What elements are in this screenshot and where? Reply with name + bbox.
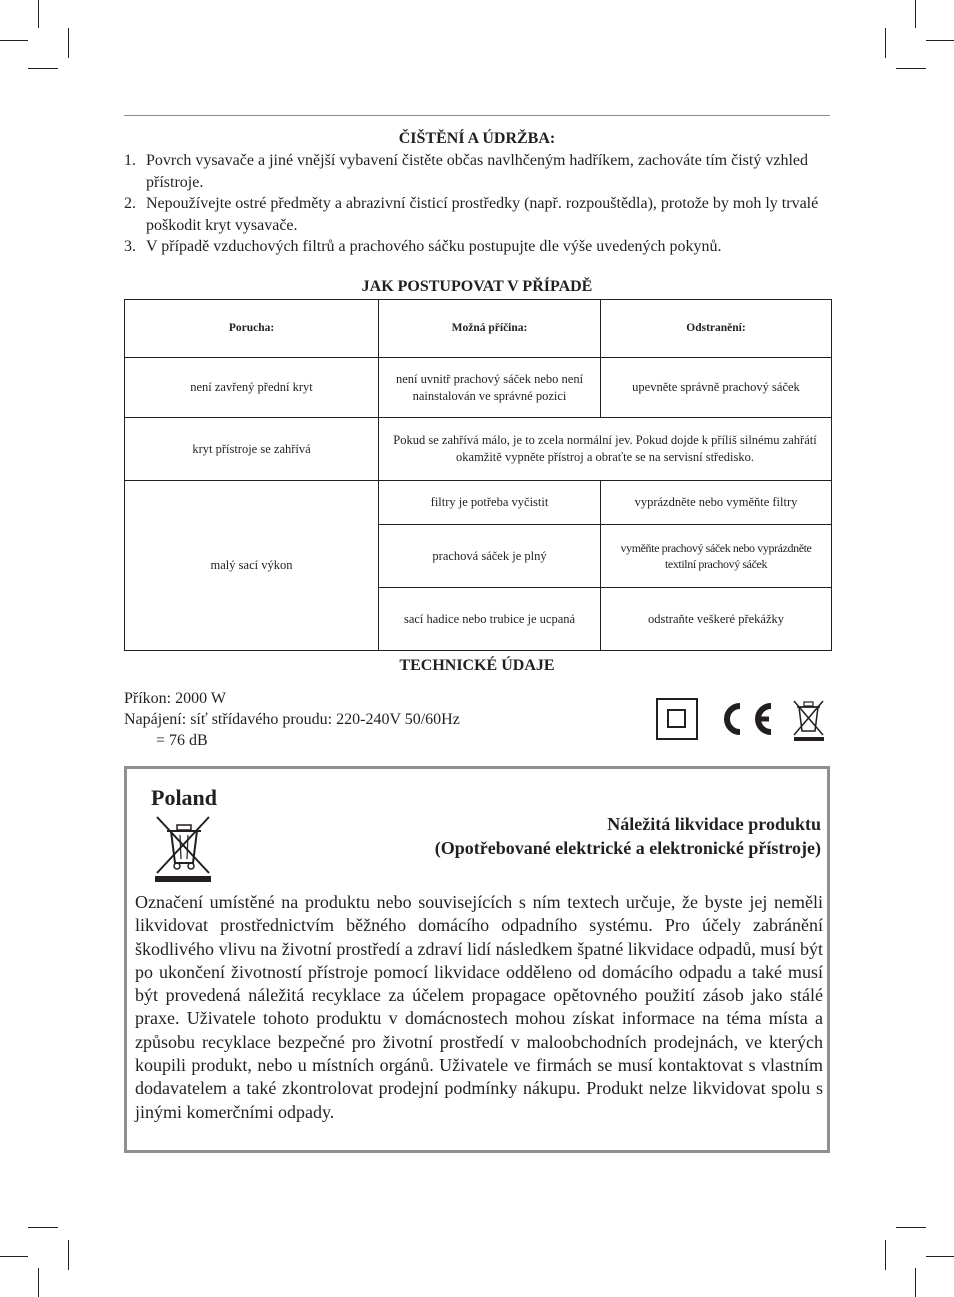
crop-mark <box>926 40 954 41</box>
crop-mark <box>68 1240 69 1270</box>
table-row <box>125 481 832 525</box>
weee-bin-icon <box>794 701 824 741</box>
table-row <box>125 358 832 418</box>
cause-cell: sací hadice nebo trubice je ucpaná <box>379 588 601 651</box>
table-header-row <box>125 300 832 358</box>
crop-mark <box>915 0 916 28</box>
header-fault: Porucha: <box>125 300 379 358</box>
cause-cell: filtry je potřeba vyčistit <box>379 481 601 525</box>
fix-cell: upevněte správně prachový sáček <box>601 358 832 418</box>
ce-mark-icon <box>727 706 771 732</box>
power-rating: Příkon: 2000 W <box>124 690 226 707</box>
table-row <box>125 418 832 481</box>
crop-mark <box>0 40 28 41</box>
double-insulation-icon <box>657 699 697 739</box>
crop-mark <box>926 1256 954 1257</box>
header-fix: Odstranění: <box>601 300 832 358</box>
cause-cell: není uvnitř prachový sáček nebo není nainstalován ve správné pozici <box>379 358 601 418</box>
list-item <box>124 193 832 236</box>
power-supply: Napájení: síť střídavého proudu: 220-240V 50/60Hz <box>124 711 460 728</box>
header-cause: Možná příčina: <box>379 300 601 358</box>
crop-mark <box>68 28 69 58</box>
list-item <box>124 236 832 258</box>
merged-cell: Pokud se zahřívá málo, je to zcela normální jev. Pokud dojde k příliš silnému zahřátí okamžitě vypněte přístroj a obraťte se na servisní středisko. <box>379 418 832 481</box>
fault-cell: není zavřený přední kryt <box>125 358 379 418</box>
list-item-text: V případě vzduchových filtrů a prachového sáčku postupujte dle výše uvedených pokynů. <box>146 238 722 255</box>
disposal-text: Označení umístěné na produktu nebo souvisejících s ním textech určuje, že byste jej neměli likvidovat prostřednictvím běžného domácího odpadního systému. Pro účely zabránění škodlivého vlivu na životní prostředí a zdraví lidí následkem špatné likvidace odpadů, musí být po ukončení životností přístroje pomocí likvidace odděleno od domácího odpadu a také musí být provedená náležitá recyklace za účelem propagace opětovného použití zásob jako stálé praxe. Uživatele tohoto produktu v domácnostech mohou získat informace na téma místa a způsobu recyklace bezpečné pro životní prostředí v maloobchodních prodejnách, ve kterých koupili produkt, nebo u místních orgánů. Uživatele ve firmách se musí kontaktovat s vlastním dodavatelem a také zkontrolovat prodejní podmínky nákupu. Produkt nelze likvidovat spolu s jinými komerčními odpady. <box>135 892 823 1122</box>
fault-cell: kryt přístroje se zahřívá <box>125 418 379 481</box>
country-label: Poland <box>151 785 218 810</box>
crossed-bin-graphic <box>153 813 213 883</box>
disposal-title <box>435 812 821 860</box>
crop-mark <box>896 1227 926 1228</box>
technical-specs <box>124 688 460 751</box>
list-item-text: Povrch vysavače a jiné vnější vybavení čistěte občas navlhčeným hadříkem, zachováte tím čistý vzhled přístroje. <box>146 152 808 191</box>
cleaning-list <box>124 150 832 258</box>
fix-cell: vyprázdněte nebo vyměňte filtry <box>601 481 832 525</box>
list-item <box>124 150 832 193</box>
crop-mark <box>28 1227 58 1228</box>
fault-cell: malý sací výkon <box>125 481 379 651</box>
certification-marks <box>656 698 828 742</box>
disposal-subtitle-line: (Opotřebované elektrické a elektronické přístroje) <box>434 838 821 858</box>
crop-mark <box>885 1240 886 1270</box>
fix-cell: vyměňte prachový sáček nebo vyprázdněte textilní prachový sáček <box>601 525 832 588</box>
troubleshooting-heading: JAK POSTUPOVAT V PŘÍPADĚ <box>361 278 593 295</box>
fix-cell: odstraňte veškeré překážky <box>601 588 832 651</box>
list-item-number: 1. <box>124 152 136 169</box>
crop-mark <box>38 0 39 28</box>
cause-cell: prachová sáček je plný <box>379 525 601 588</box>
disposal-notice <box>124 766 830 1153</box>
technical-heading: TECHNICKÉ ÚDAJE <box>399 657 555 674</box>
crop-mark <box>915 1268 916 1297</box>
troubleshooting-table <box>124 299 832 651</box>
crop-mark <box>885 28 886 58</box>
crop-mark <box>28 68 58 69</box>
header-rule <box>124 115 830 116</box>
disposal-title-line: Náležitá likvidace produktu <box>607 814 821 834</box>
list-item-number: 3. <box>124 238 136 255</box>
crop-mark <box>0 1256 28 1257</box>
cleaning-heading: ČIŠTĚNÍ A ÚDRŽBA: <box>398 130 556 147</box>
crossed-bin-icon <box>153 813 213 883</box>
certification-icons <box>656 698 828 742</box>
crop-mark <box>896 68 926 69</box>
crop-mark <box>38 1268 39 1297</box>
list-item-number: 2. <box>124 195 136 212</box>
list-item-text: Nepoužívejte ostré předměty a abrazivní čisticí prostředky (např. rozpouštědla), protože by moh ly trvalé poškodit kryt vysavače. <box>146 195 819 234</box>
noise-level: = 76 dB <box>156 732 208 749</box>
